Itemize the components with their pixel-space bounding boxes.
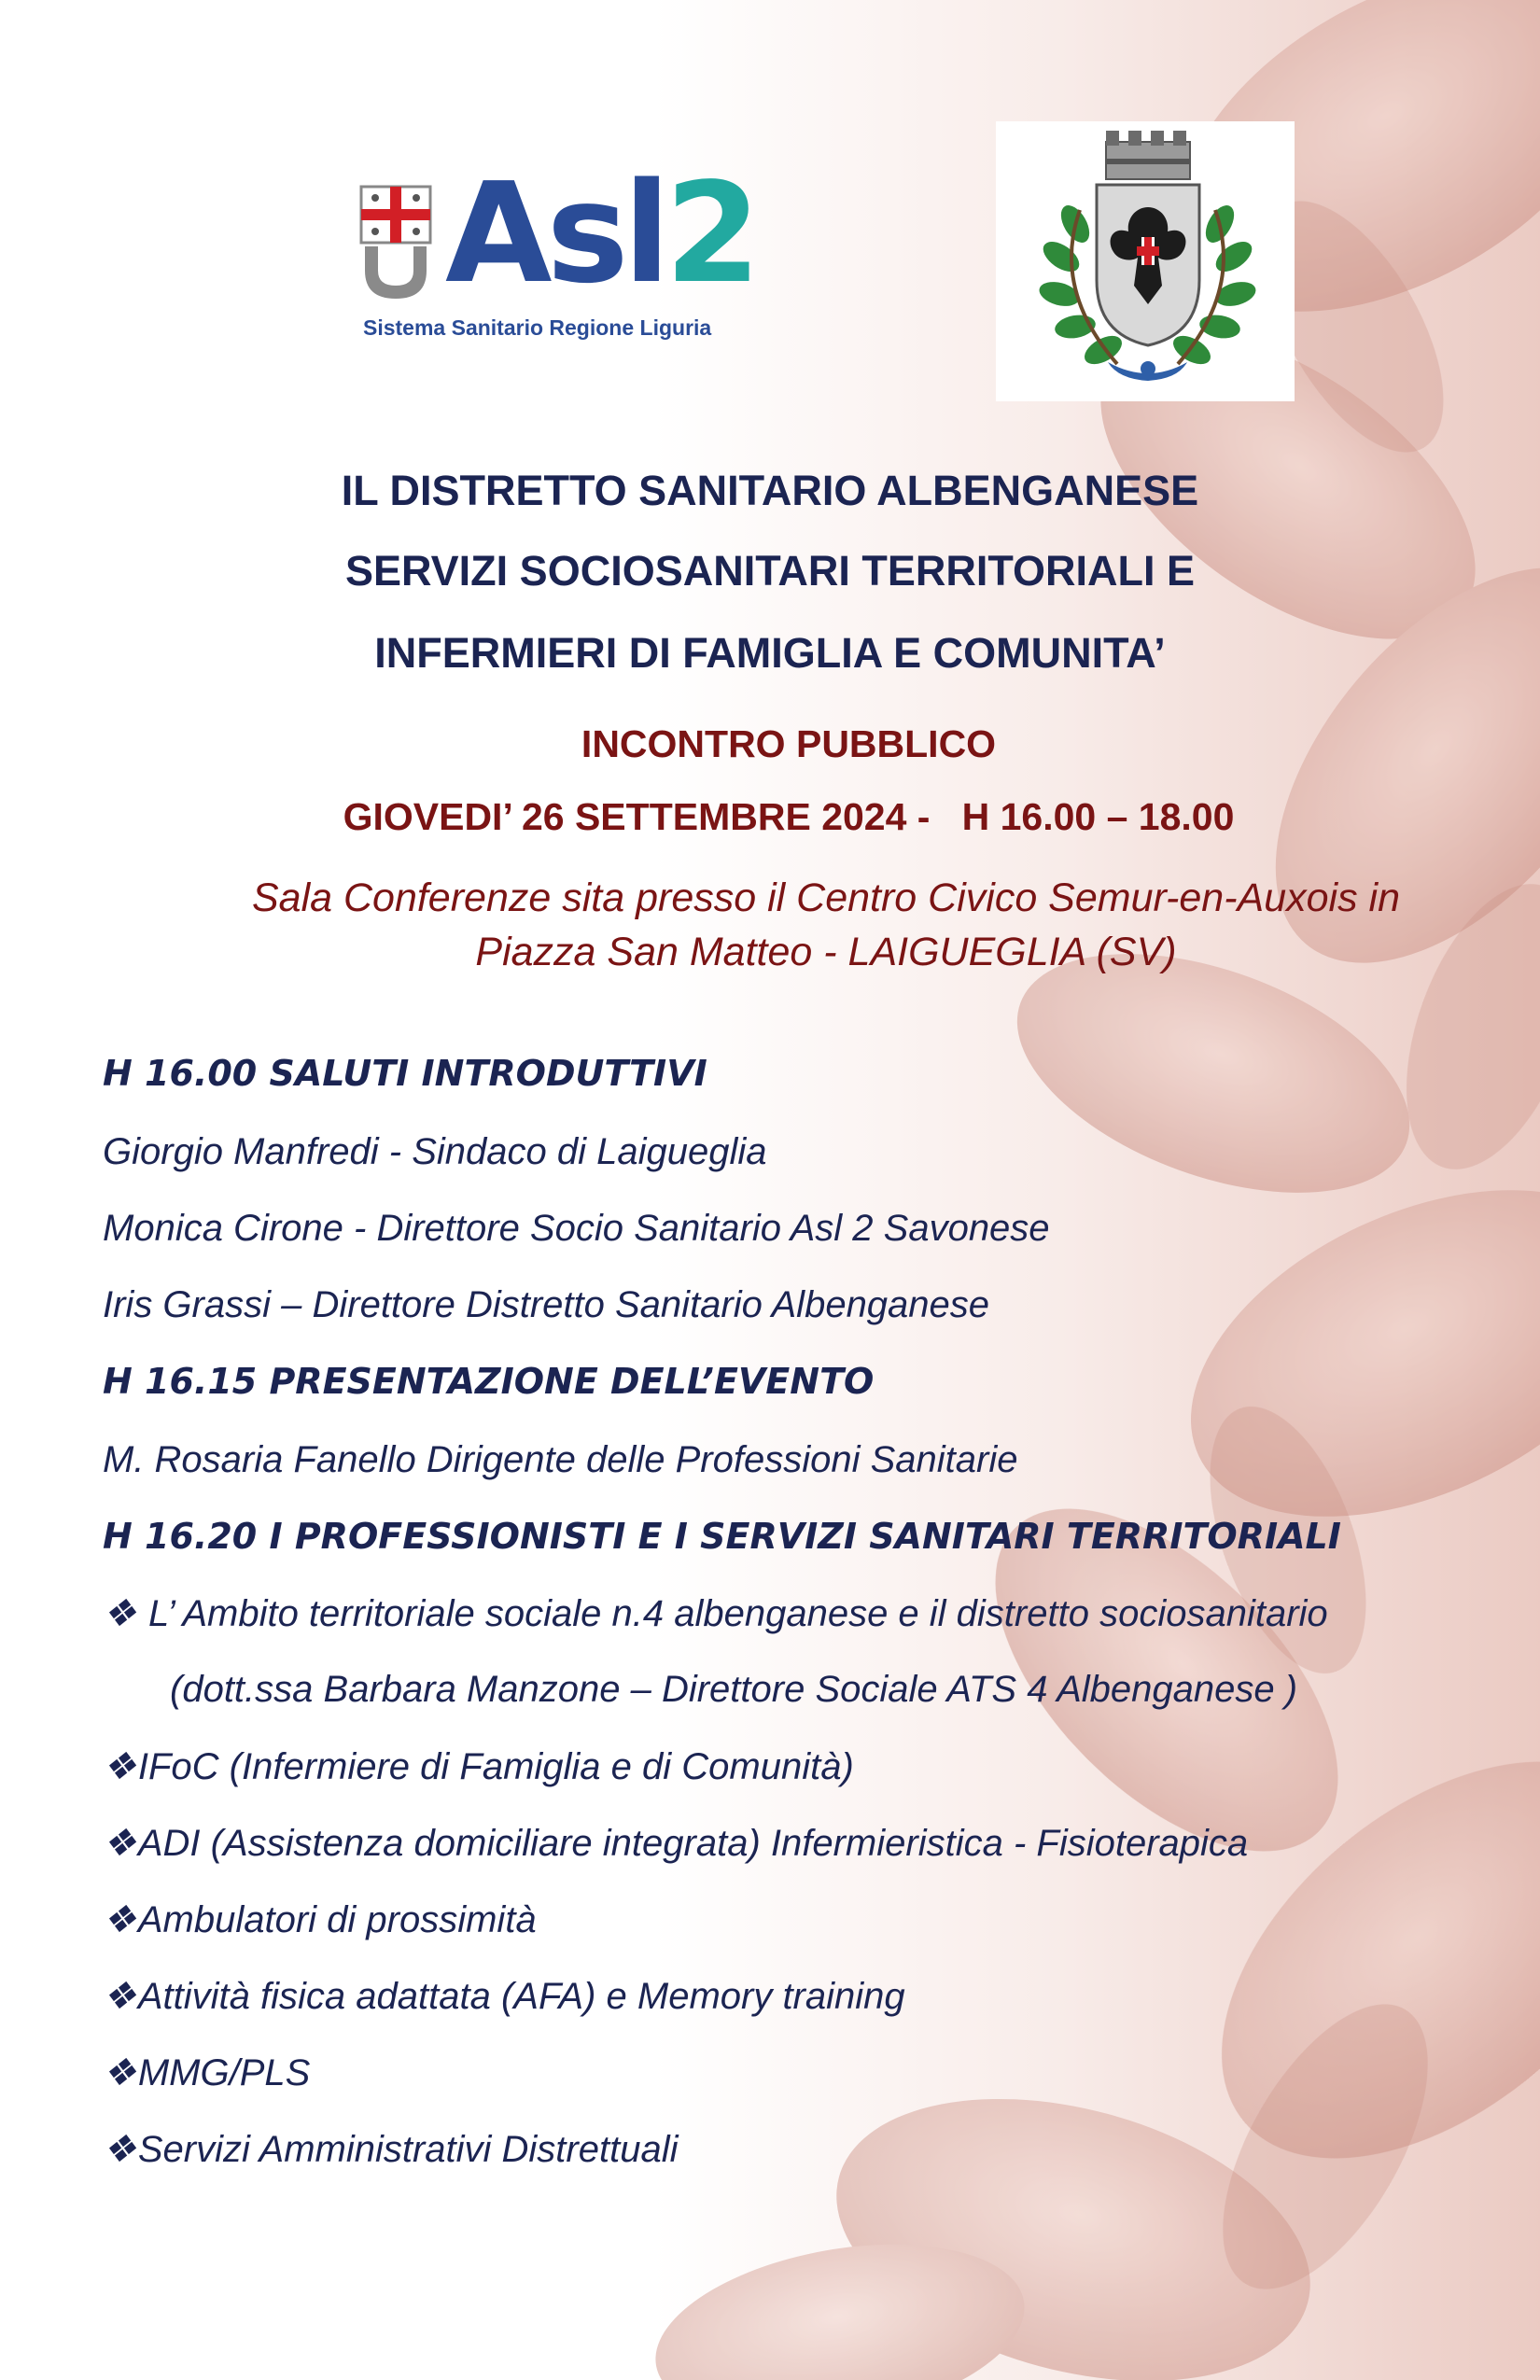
service-item: ❖ L’ Ambito territoriale sociale n.4 albenganese e il distretto sociosanitario bbox=[103, 1593, 1328, 1634]
service-item: ❖MMG/PLS bbox=[103, 2052, 311, 2093]
speaker-item: M. Rosaria Fanello Dirigente delle Professioni Sanitarie bbox=[103, 1439, 1018, 1480]
diamond-bullet-icon: ❖ bbox=[103, 1823, 136, 1864]
diamond-bullet-icon: ❖ bbox=[103, 2129, 136, 2170]
service-item: ❖Servizi Amministrativi Distrettuali bbox=[103, 2129, 679, 2170]
liguria-shield-icon bbox=[359, 185, 432, 302]
service-item: ❖Ambulatori di prossimità bbox=[103, 1899, 537, 1940]
asl2-logo bbox=[359, 153, 756, 355]
section-professionisti-title: H 16.20 I PROFESSIONISTI E I SERVIZI SANITARI TERRITORIALI bbox=[103, 1516, 1341, 1557]
diamond-bullet-icon: ❖ bbox=[103, 1593, 136, 1634]
section-saluti-title: H 16.00 SALUTI INTRODUTTIVI bbox=[103, 1053, 707, 1094]
diamond-bullet-icon: ❖ bbox=[103, 2052, 136, 2093]
speaker-item: Monica Cirone - Direttore Socio Sanitario Asl 2 Savonese bbox=[103, 1208, 1050, 1249]
section-presentazione-title: H 16.15 PRESENTAZIONE DELL’EVENTO bbox=[103, 1361, 875, 1402]
title-line-3: INFERMIERI DI FAMIGLIA E COMUNITA’ bbox=[374, 629, 1166, 677]
service-item: ❖Attività fisica adattata (AFA) e Memory training bbox=[103, 1976, 905, 2017]
title-line-1: IL DISTRETTO SANITARIO ALBENGANESE bbox=[341, 467, 1199, 514]
event-type: INCONTRO PUBBLICO bbox=[581, 722, 997, 765]
event-date: GIOVEDI’ 26 SETTEMBRE 2024 - H 16.00 – 18.00 bbox=[343, 795, 1235, 838]
service-item-note: (dott.ssa Barbara Manzone – Direttore Sociale ATS 4 Albenganese ) bbox=[170, 1669, 1298, 1710]
asl2-wordmark: Asl2 bbox=[445, 153, 756, 314]
speaker-item: Iris Grassi – Direttore Distretto Sanitario Albenganese bbox=[103, 1284, 990, 1325]
diamond-bullet-icon: ❖ bbox=[103, 1746, 136, 1787]
service-item: ❖ADI (Assistenza domiciliare integrata) Infermieristica - Fisioterapica bbox=[103, 1823, 1249, 1864]
speaker-item: Giorgio Manfredi - Sindaco di Laigueglia bbox=[103, 1131, 767, 1172]
diamond-bullet-icon: ❖ bbox=[103, 1899, 136, 1940]
service-item: ❖IFoC (Infermiere di Famiglia e di Comunità) bbox=[103, 1746, 854, 1787]
asl2-subtitle: Sistema Sanitario Regione Liguria bbox=[363, 315, 712, 340]
diamond-bullet-icon: ❖ bbox=[103, 1976, 136, 2017]
laigueglia-crest-icon bbox=[996, 121, 1295, 401]
venue-line-2: Piazza San Matteo - LAIGUEGLIA (SV) bbox=[475, 930, 1177, 974]
title-line-2: SERVIZI SOCIOSANITARI TERRITORIALI E bbox=[344, 547, 1196, 595]
venue-line-1: Sala Conferenze sita presso il Centro Civico Semur-en-Auxois in bbox=[251, 875, 1401, 920]
